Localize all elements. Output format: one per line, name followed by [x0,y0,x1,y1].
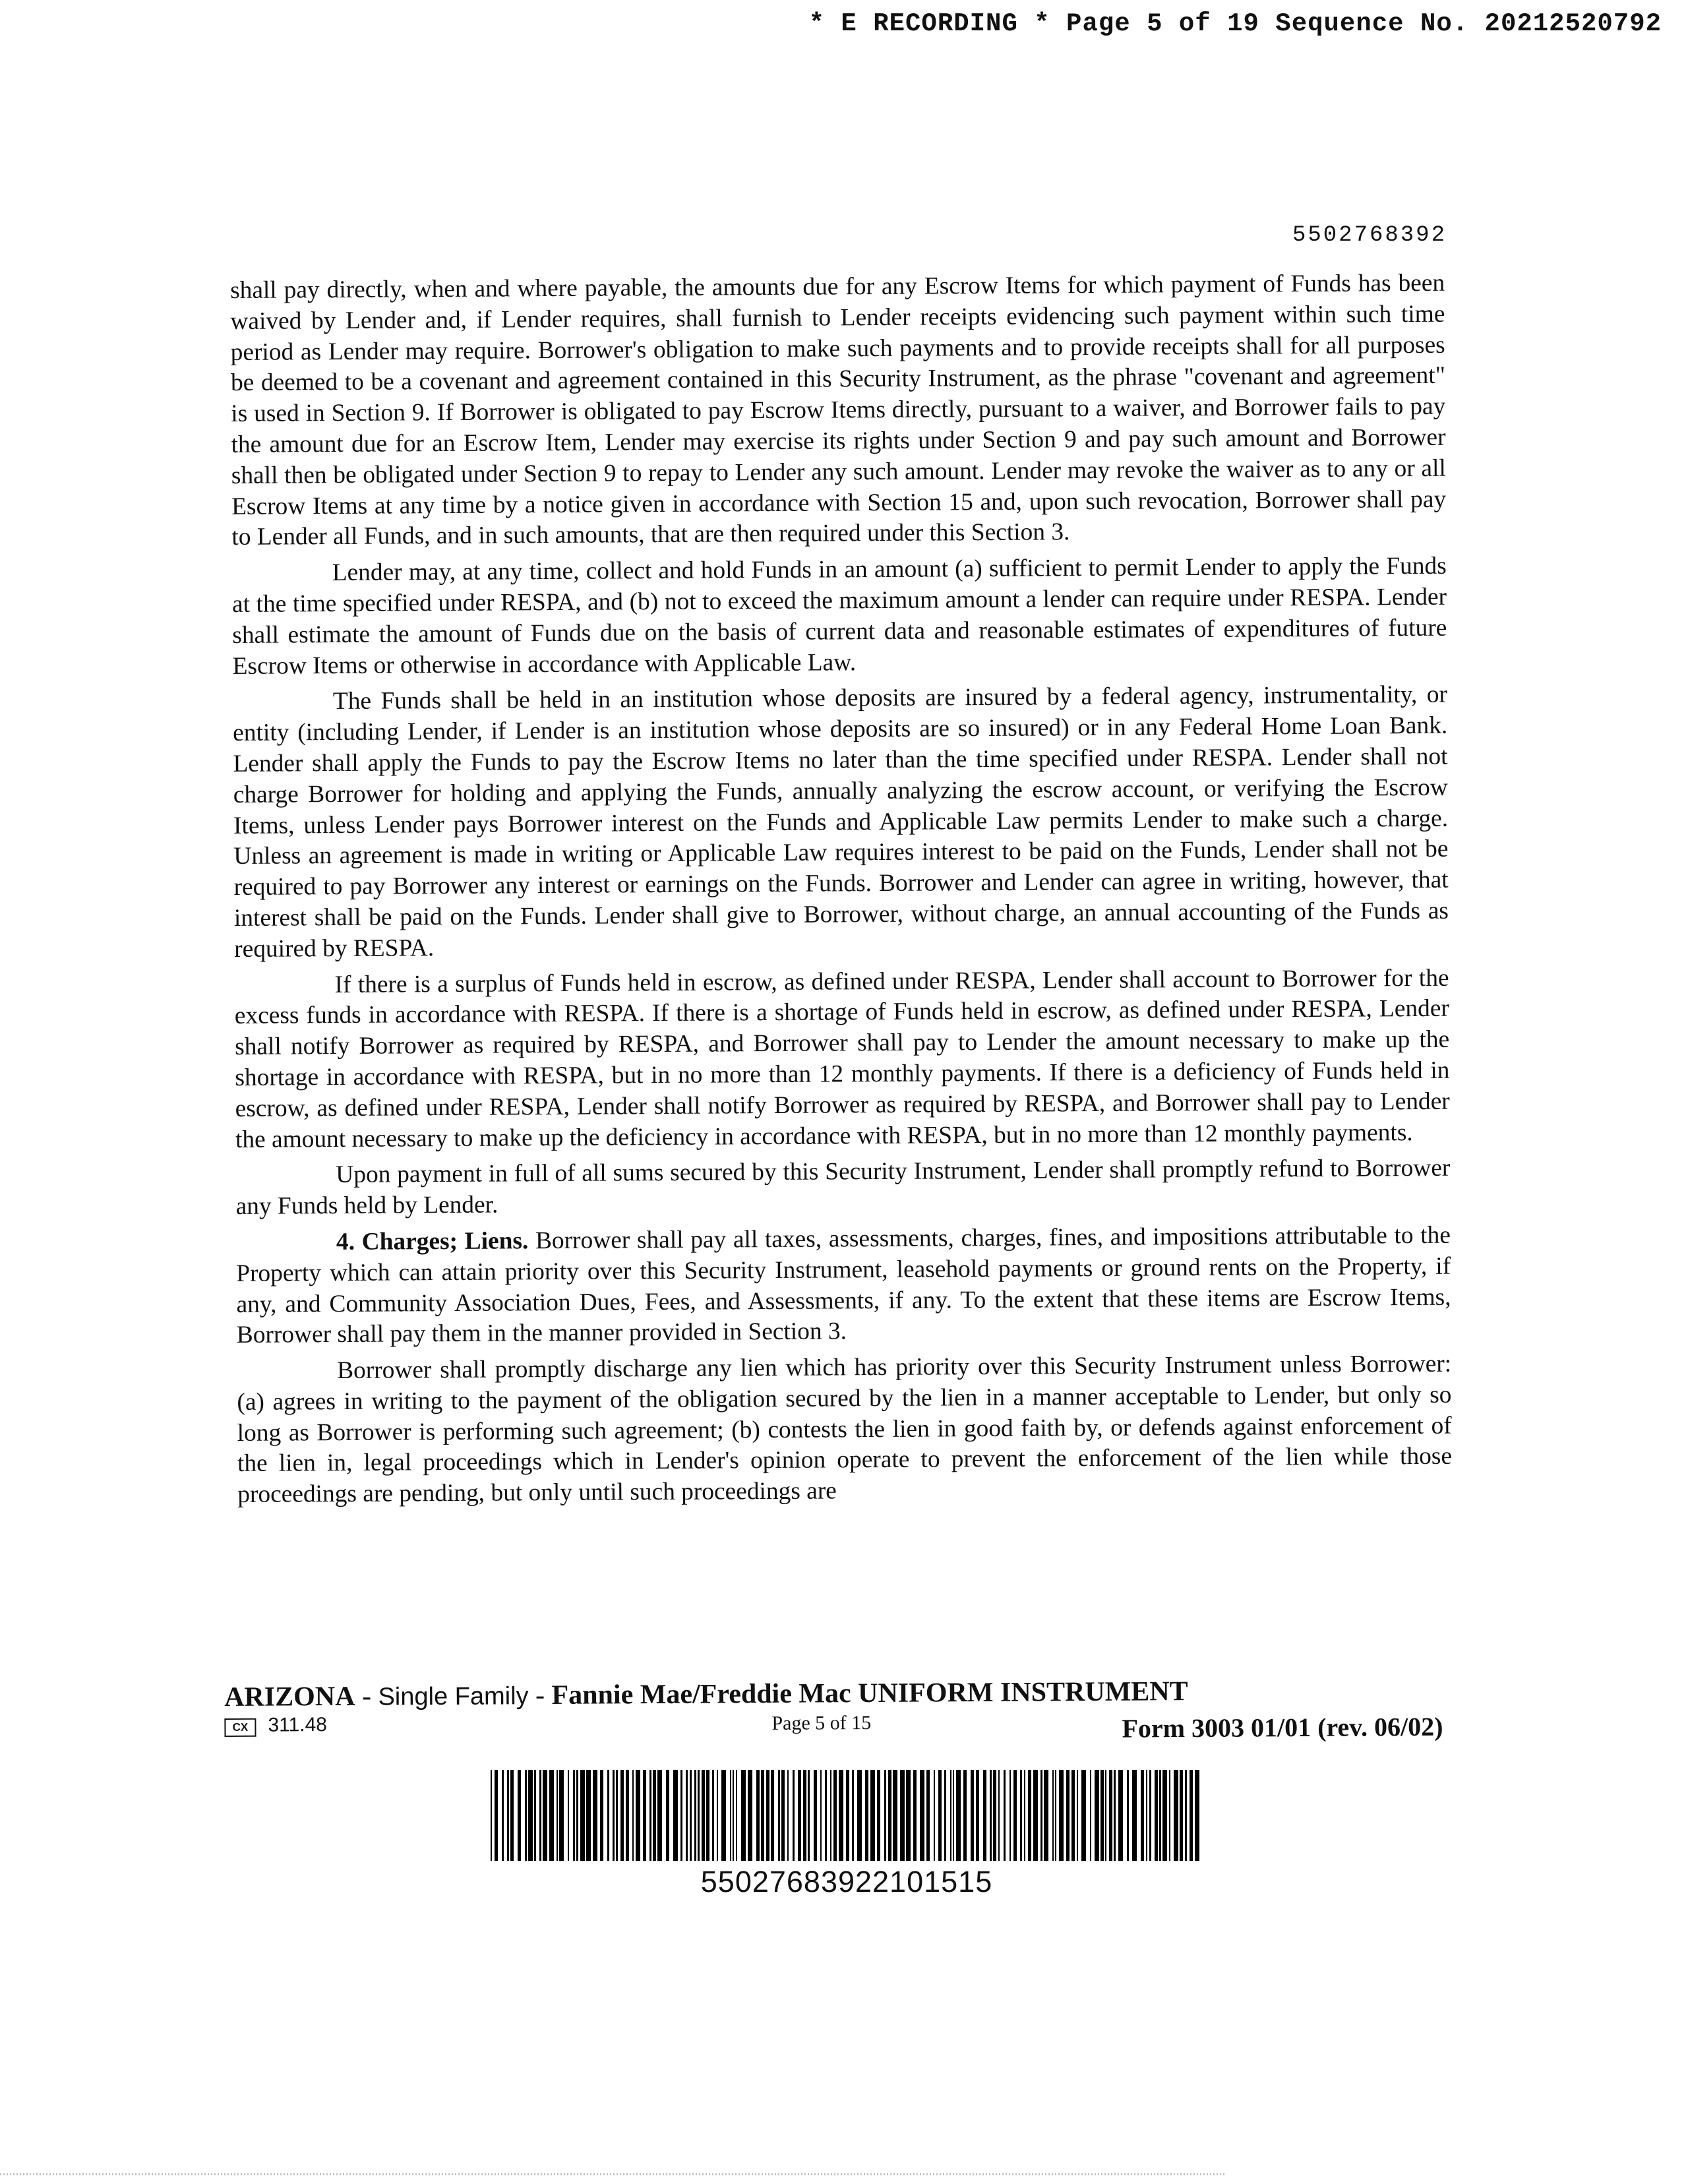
paragraph-escrow-waiver: shall pay directly, when and where payable, the amounts due for any Escrow Items for which payment of Funds has been waived by Lender and, if Lender requires, shall furnish to Lender receipts evidencing such payment within such time period as Lender may require. Borrower's obligation to make such payments and to provide receipts shall for all purposes be deemed to be a covenant and agreement contained in this Security Instrument, as the phrase "covenant and agreement" is used in Section 9. If Borrower is obligated to pay Escrow Items directly, pursuant to a waiver, and Borrower fails to pay the amount due for an Escrow Item, Lender may exercise its rights under Section 9 and pay such amount and Borrower shall then be obligated under Section 9 to repay to Lender any such amount. Lender may revoke the waiver as to any or all Escrow Items at any time by a notice given in accordance with Section 15 and, upon such revocation, Borrower shall pay to Lender all Funds, and in such amounts, that are then required under this Section 3. [230,269,1447,551]
footer-page-number: Page 5 of 15 [771,1712,872,1734]
form-footer [224,1674,1451,1749]
footer-form-number: Form 3003 01/01 (rev. 06/02) [1122,1711,1443,1744]
footer-family: Single Family [378,1682,529,1711]
footer-instrument: Fannie Mae/Freddie Mac UNIFORM INSTRUMENT [551,1676,1188,1711]
footer-row [224,1707,1451,1749]
section-4-heading: 4. Charges; Liens. [336,1227,529,1256]
paragraph-surplus-shortage: If there is a surplus of Funds held in escrow, as defined under RESPA, Lender shall account to Borrower for the excess funds in accordance with RESPA. If there is a shortage of Funds held in escrow, as defined under RESPA, Lender shall notify Borrower as required by RESPA, and Borrower shall pay to Lender the amount necessary to make up the shortage in accordance with RESPA, but in no more than 12 monthly payments. If there is a deficiency of Funds held in escrow, as defined under RESPA, Lender shall notify Borrower as required by RESPA, and Borrower shall pay to Lender the amount necessary to make up the deficiency in accordance with RESPA, but in no more than 12 monthly payments. [234,964,1450,1153]
footer-separator: - [528,1680,552,1711]
paragraph-collect-funds: Lender may, at any time, collect and hold Funds in an amount (a) sufficient to permit Lender to apply the Funds at the time specified under RESPA, and (b) not to exceed the maximum amount a lender can require under RESPA. Lender shall estimate the amount of Funds due on the basis of current data and reasonable estimates of expenditures of future Escrow Items or otherwise in accordance with Applicable Law. [231,552,1447,680]
form-logo-icon: CX [224,1718,256,1737]
recording-header: * E RECORDING * Page 5 of 19 Sequence No. 20212520792 [808,9,1662,38]
section-4-text: Borrower shall pay all taxes, assessments, charges, fines, and impositions attributable to the Property which can attain priority over this Security Instrument, leasehold payments or ground rents on the Property, if any, and Community Association Dues, Fees, and Assessments, if any. To the extent that these items are Escrow Items, Borrower shall pay them in the manner provided in Section 3. [236,1221,1451,1349]
footer-separator: - [355,1681,378,1712]
barcode-icon [491,1770,1203,1861]
document-body [230,268,1452,1516]
paragraph-lien-discharge: Borrower shall promptly discharge any lien which has priority over this Security Instrument unless Borrower: (a) agrees in writing to the payment of the obligation secured by the lien in a manner acceptable to Lender, but only so long as Borrower is performing such agreement; (b) contests the lien in good faith by, or defends against enforcement of the lien in, legal proceedings which in Lender's opinion operate to prevent the enforcement of the lien while those proceedings are pending, but only until such proceedings are [237,1350,1453,1509]
loan-number: 5502768392 [1292,223,1447,248]
barcode-number: 55027683922101515 [700,1865,993,1898]
footer-state: ARIZONA [224,1681,355,1713]
paragraph-refund: Upon payment in full of all sums secured by this Security Instrument, Lender shall promptly refund to Borrower any Funds held by Lender. [235,1155,1451,1221]
paragraph-funds-held: The Funds shall be held in an institution whose deposits are insured by a federal agency, instrumentality, or entity (including Lender, if Lender is an institution whose deposits are so insured) or in any Federal Home Loan Bank. Lender shall apply the Funds to pay the Escrow Items no later than the time specified under RESPA. Lender shall not charge Borrower for holding and applying the Funds, annually analyzing the escrow account, or verifying the Escrow Items, unless Lender pays Borrower interest on the Funds and Applicable Law permits Lender to make such a charge. Unless an agreement is made in writing or Applicable Law requires interest to be paid on the Funds, Lender shall not be required to pay Borrower any interest or earnings on the Funds. Borrower and Lender can agree in writing, however, that interest shall be paid on the Funds. Lender shall give to Borrower, without charge, an annual accounting of the Funds as required by RESPA. [233,681,1449,963]
paragraph-section-4 [236,1221,1451,1351]
footer-title [224,1674,1451,1713]
footer-code: 311.48 [268,1714,328,1736]
scan-edge-noise [0,2171,1226,2177]
